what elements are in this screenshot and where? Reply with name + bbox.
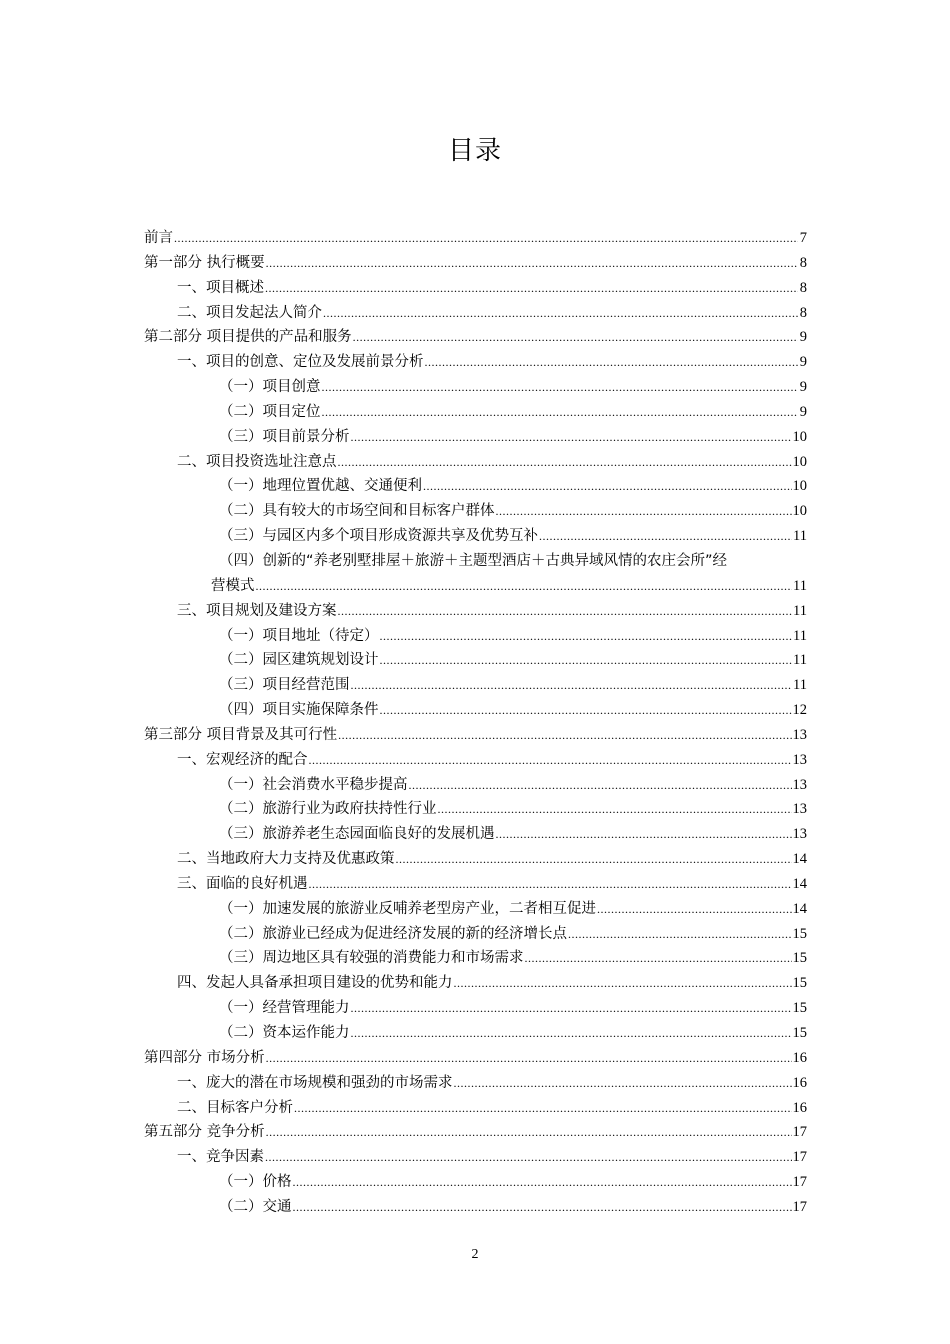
toc-entry[interactable] bbox=[144, 996, 807, 1021]
toc-entry[interactable] bbox=[144, 673, 807, 698]
toc-entry[interactable] bbox=[144, 549, 807, 574]
toc-entry-label: （四）项目实施保障条件 bbox=[219, 702, 379, 719]
toc-entry-label: （三）与园区内多个项目形成资源共享及优势互补 bbox=[219, 528, 538, 545]
toc-entry-page: 17 bbox=[792, 1174, 807, 1191]
toc-entry[interactable] bbox=[144, 599, 807, 624]
toc-entry-label: 二、目标客户分析 bbox=[177, 1099, 293, 1116]
toc-entry[interactable] bbox=[144, 499, 807, 524]
toc-entry-label: 二、当地政府大力支持及优惠政策 bbox=[177, 851, 395, 868]
toc-entry-label: 一、宏观经济的配合 bbox=[177, 751, 308, 768]
toc-entry[interactable] bbox=[144, 723, 807, 748]
toc-entry-label: 第四部分 市场分析 bbox=[144, 1049, 265, 1066]
toc-entry[interactable] bbox=[144, 1071, 807, 1096]
toc-entry-label: 第二部分 项目提供的产品和服务 bbox=[144, 329, 352, 346]
toc-entry[interactable] bbox=[144, 450, 807, 475]
toc-leader-dots bbox=[323, 301, 798, 326]
toc-entry-label: （二）园区建筑规划设计 bbox=[219, 652, 379, 669]
toc-entry-page: 15 bbox=[792, 1025, 807, 1041]
toc-entry[interactable] bbox=[144, 400, 807, 425]
toc-leader-dots bbox=[338, 599, 793, 624]
toc-entry-page: 10 bbox=[792, 428, 807, 445]
toc-entry-page: 13 bbox=[792, 776, 807, 793]
toc-entry-page: 12 bbox=[792, 702, 807, 719]
toc-entry-label: 四、发起人具备承担项目建设的优势和能力 bbox=[177, 975, 453, 992]
toc-entry[interactable] bbox=[144, 1046, 807, 1071]
toc-entry-label: （二）交通 bbox=[219, 1198, 292, 1215]
toc-leader-dots bbox=[174, 226, 798, 251]
toc-leader-dots bbox=[380, 648, 793, 673]
toc-entry-page: 11 bbox=[793, 627, 807, 644]
toc-entry[interactable] bbox=[144, 1120, 807, 1145]
toc-entry-label: （四）创新的“养老别墅排屋＋旅游＋主题型酒店＋古典异域风情的农庄会所”经 bbox=[219, 552, 728, 569]
toc-leader-dots bbox=[425, 350, 799, 375]
toc-leader-dots bbox=[353, 325, 798, 350]
toc-entry-page: 16 bbox=[792, 1049, 807, 1066]
toc-entry-label: 一、竞争因素 bbox=[177, 1149, 264, 1166]
toc-entry-page: 10 bbox=[792, 478, 807, 495]
toc-entry-page: 7 bbox=[799, 230, 807, 246]
toc-entry-page: 14 bbox=[792, 851, 807, 868]
toc-leader-dots bbox=[438, 797, 792, 822]
toc-leader-dots bbox=[256, 574, 793, 599]
toc-entry[interactable] bbox=[144, 922, 807, 947]
toc-entry[interactable] bbox=[144, 1170, 807, 1195]
toc-entry-label: （二）旅游业已经成为促进经济发展的新的经济增长点 bbox=[219, 925, 567, 942]
toc-entry-label: 一、项目的创意、定位及发展前景分析 bbox=[177, 354, 424, 371]
toc-entry-page: 14 bbox=[792, 900, 807, 917]
toc-entry-label: （三）项目经营范围 bbox=[219, 677, 350, 694]
toc-leader-dots bbox=[266, 1120, 792, 1145]
toc-entry-label: 第五部分 竞争分析 bbox=[144, 1124, 265, 1141]
toc-entry-page: 13 bbox=[792, 726, 807, 743]
toc-leader-dots bbox=[568, 922, 792, 947]
toc-entry[interactable] bbox=[144, 822, 807, 847]
toc-entry-page: 13 bbox=[792, 801, 807, 818]
toc-entry-label: （一）项目创意 bbox=[219, 379, 321, 396]
table-of-contents bbox=[144, 226, 807, 1220]
toc-leader-dots bbox=[293, 1195, 792, 1220]
toc-entry-page: 9 bbox=[799, 329, 807, 346]
toc-entry-label: 第一部分 执行概要 bbox=[144, 254, 265, 271]
toc-entry[interactable] bbox=[144, 971, 807, 996]
toc-leader-dots bbox=[380, 624, 793, 649]
toc-leader-dots bbox=[338, 450, 792, 475]
toc-leader-dots bbox=[409, 773, 792, 798]
toc-entry-label: （一）价格 bbox=[219, 1174, 292, 1191]
toc-leader-dots bbox=[265, 1145, 792, 1170]
toc-leader-dots bbox=[265, 276, 798, 301]
toc-entry[interactable] bbox=[144, 375, 807, 400]
toc-leader-dots bbox=[351, 425, 792, 450]
toc-entry-page: 11 bbox=[793, 577, 807, 594]
toc-entry-label: （二）具有较大的市场空间和目标客户群体 bbox=[219, 503, 495, 520]
toc-entry-page: 8 bbox=[799, 254, 807, 271]
toc-leader-dots bbox=[266, 1046, 792, 1071]
toc-leader-dots bbox=[322, 400, 799, 425]
toc-leader-dots bbox=[454, 971, 792, 996]
page-title: 目录 bbox=[447, 136, 502, 166]
toc-entry[interactable] bbox=[144, 897, 807, 922]
toc-entry-label: （三）周边地区具有较强的消费能力和市场需求 bbox=[219, 950, 524, 967]
toc-entry-label: （一）项目地址（待定） bbox=[219, 627, 379, 644]
toc-leader-dots bbox=[309, 748, 792, 773]
toc-entry[interactable] bbox=[144, 251, 807, 276]
toc-entry-label: （二）资本运作能力 bbox=[219, 1025, 350, 1041]
toc-entry-page: 8 bbox=[799, 304, 807, 321]
toc-entry[interactable] bbox=[144, 276, 807, 301]
toc-leader-dots bbox=[322, 375, 799, 400]
toc-entry-page: 15 bbox=[792, 1000, 807, 1017]
toc-entry-label: （一）社会消费水平稳步提高 bbox=[219, 776, 408, 793]
toc-entry[interactable] bbox=[144, 847, 807, 872]
toc-entry-page: 13 bbox=[792, 751, 807, 768]
toc-entry[interactable] bbox=[144, 797, 807, 822]
toc-entry-label: 一、庞大的潜在市场规模和强劲的市场需求 bbox=[177, 1074, 453, 1091]
toc-leader-dots bbox=[496, 822, 792, 847]
toc-entry-label: （一）地理位置优越、交通便利 bbox=[219, 478, 422, 495]
toc-entry-label: 二、项目发起法人简介 bbox=[177, 304, 322, 321]
toc-entry[interactable] bbox=[144, 872, 807, 897]
toc-entry-label: 三、面临的良好机遇 bbox=[177, 875, 308, 892]
toc-entry-page: 9 bbox=[799, 354, 807, 371]
toc-entry-page: 14 bbox=[792, 875, 807, 892]
toc-leader-dots bbox=[525, 946, 792, 971]
toc-entry-page: 15 bbox=[792, 975, 807, 992]
toc-entry-page: 9 bbox=[799, 403, 807, 420]
toc-entry[interactable] bbox=[144, 574, 807, 599]
toc-entry-page: 15 bbox=[792, 950, 807, 967]
toc-entry[interactable] bbox=[144, 1195, 807, 1220]
toc-entry-page: 17 bbox=[792, 1124, 807, 1141]
toc-entry[interactable] bbox=[144, 648, 807, 673]
toc-entry[interactable] bbox=[144, 1145, 807, 1170]
toc-entry[interactable] bbox=[144, 425, 807, 450]
toc-entry[interactable] bbox=[144, 524, 807, 549]
toc-entry-page: 17 bbox=[792, 1198, 807, 1215]
toc-entry-label: （一）加速发展的旅游业反哺养老型房产业，二者相互促进 bbox=[219, 900, 596, 917]
toc-leader-dots bbox=[294, 1096, 792, 1121]
toc-leader-dots bbox=[539, 524, 792, 549]
toc-leader-dots bbox=[351, 673, 793, 698]
toc-entry-label: （二）旅游行业为政府扶持性行业 bbox=[219, 801, 437, 818]
page-number: 2 bbox=[471, 1247, 479, 1262]
toc-leader-dots bbox=[423, 474, 792, 499]
toc-entry-page: 15 bbox=[792, 925, 807, 942]
toc-entry-page: 8 bbox=[799, 279, 807, 296]
toc-entry[interactable] bbox=[144, 325, 807, 350]
toc-entry-page: 11 bbox=[793, 652, 807, 669]
toc-entry[interactable] bbox=[144, 773, 807, 798]
toc-entry-page: 16 bbox=[792, 1099, 807, 1116]
toc-entry[interactable] bbox=[144, 1096, 807, 1121]
toc-entry-page: 16 bbox=[792, 1074, 807, 1091]
toc-entry-label: 一、项目概述 bbox=[177, 279, 264, 296]
toc-entry-label: 营模式 bbox=[211, 577, 255, 594]
toc-leader-dots bbox=[597, 897, 792, 922]
toc-leader-dots bbox=[380, 698, 792, 723]
toc-entry[interactable] bbox=[144, 624, 807, 649]
toc-entry-label: （二）项目定位 bbox=[219, 403, 321, 420]
toc-entry-label: 二、项目投资选址注意点 bbox=[177, 453, 337, 470]
toc-entry[interactable] bbox=[144, 350, 807, 375]
toc-entry-label: （三）旅游养老生态园面临良好的发展机遇 bbox=[219, 826, 495, 843]
toc-leader-dots bbox=[496, 499, 792, 524]
toc-leader-dots bbox=[454, 1071, 792, 1096]
toc-leader-dots bbox=[266, 251, 798, 276]
toc-entry[interactable] bbox=[144, 946, 807, 971]
toc-entry-page: 9 bbox=[799, 379, 807, 396]
toc-leader-dots bbox=[396, 847, 792, 872]
toc-entry-page: 10 bbox=[792, 503, 807, 520]
toc-entry-label: 前言 bbox=[144, 230, 173, 246]
toc-leader-dots bbox=[338, 723, 791, 748]
toc-leader-dots bbox=[351, 996, 792, 1021]
toc-entry[interactable] bbox=[144, 748, 807, 773]
toc-entry[interactable] bbox=[144, 474, 807, 499]
toc-entry-page: 17 bbox=[792, 1149, 807, 1166]
toc-entry-page: 13 bbox=[792, 826, 807, 843]
toc-entry[interactable] bbox=[144, 301, 807, 326]
toc-entry-page: 11 bbox=[793, 528, 807, 545]
toc-entry-label: （三）项目前景分析 bbox=[219, 428, 350, 445]
toc-entry[interactable] bbox=[144, 698, 807, 723]
toc-entry-page: 11 bbox=[793, 677, 807, 694]
toc-entry[interactable] bbox=[144, 226, 807, 251]
toc-entry[interactable] bbox=[144, 1021, 807, 1046]
toc-entry-page: 10 bbox=[792, 453, 807, 470]
toc-leader-dots bbox=[351, 1021, 792, 1046]
toc-entry-label: （一）经营管理能力 bbox=[219, 1000, 350, 1017]
toc-leader-dots bbox=[309, 872, 792, 897]
toc-entry-label: 三、项目规划及建设方案 bbox=[177, 602, 337, 619]
toc-leader-dots bbox=[293, 1170, 792, 1195]
toc-entry-page: 11 bbox=[793, 602, 807, 619]
toc-entry-label: 第三部分 项目背景及其可行性 bbox=[144, 726, 338, 743]
